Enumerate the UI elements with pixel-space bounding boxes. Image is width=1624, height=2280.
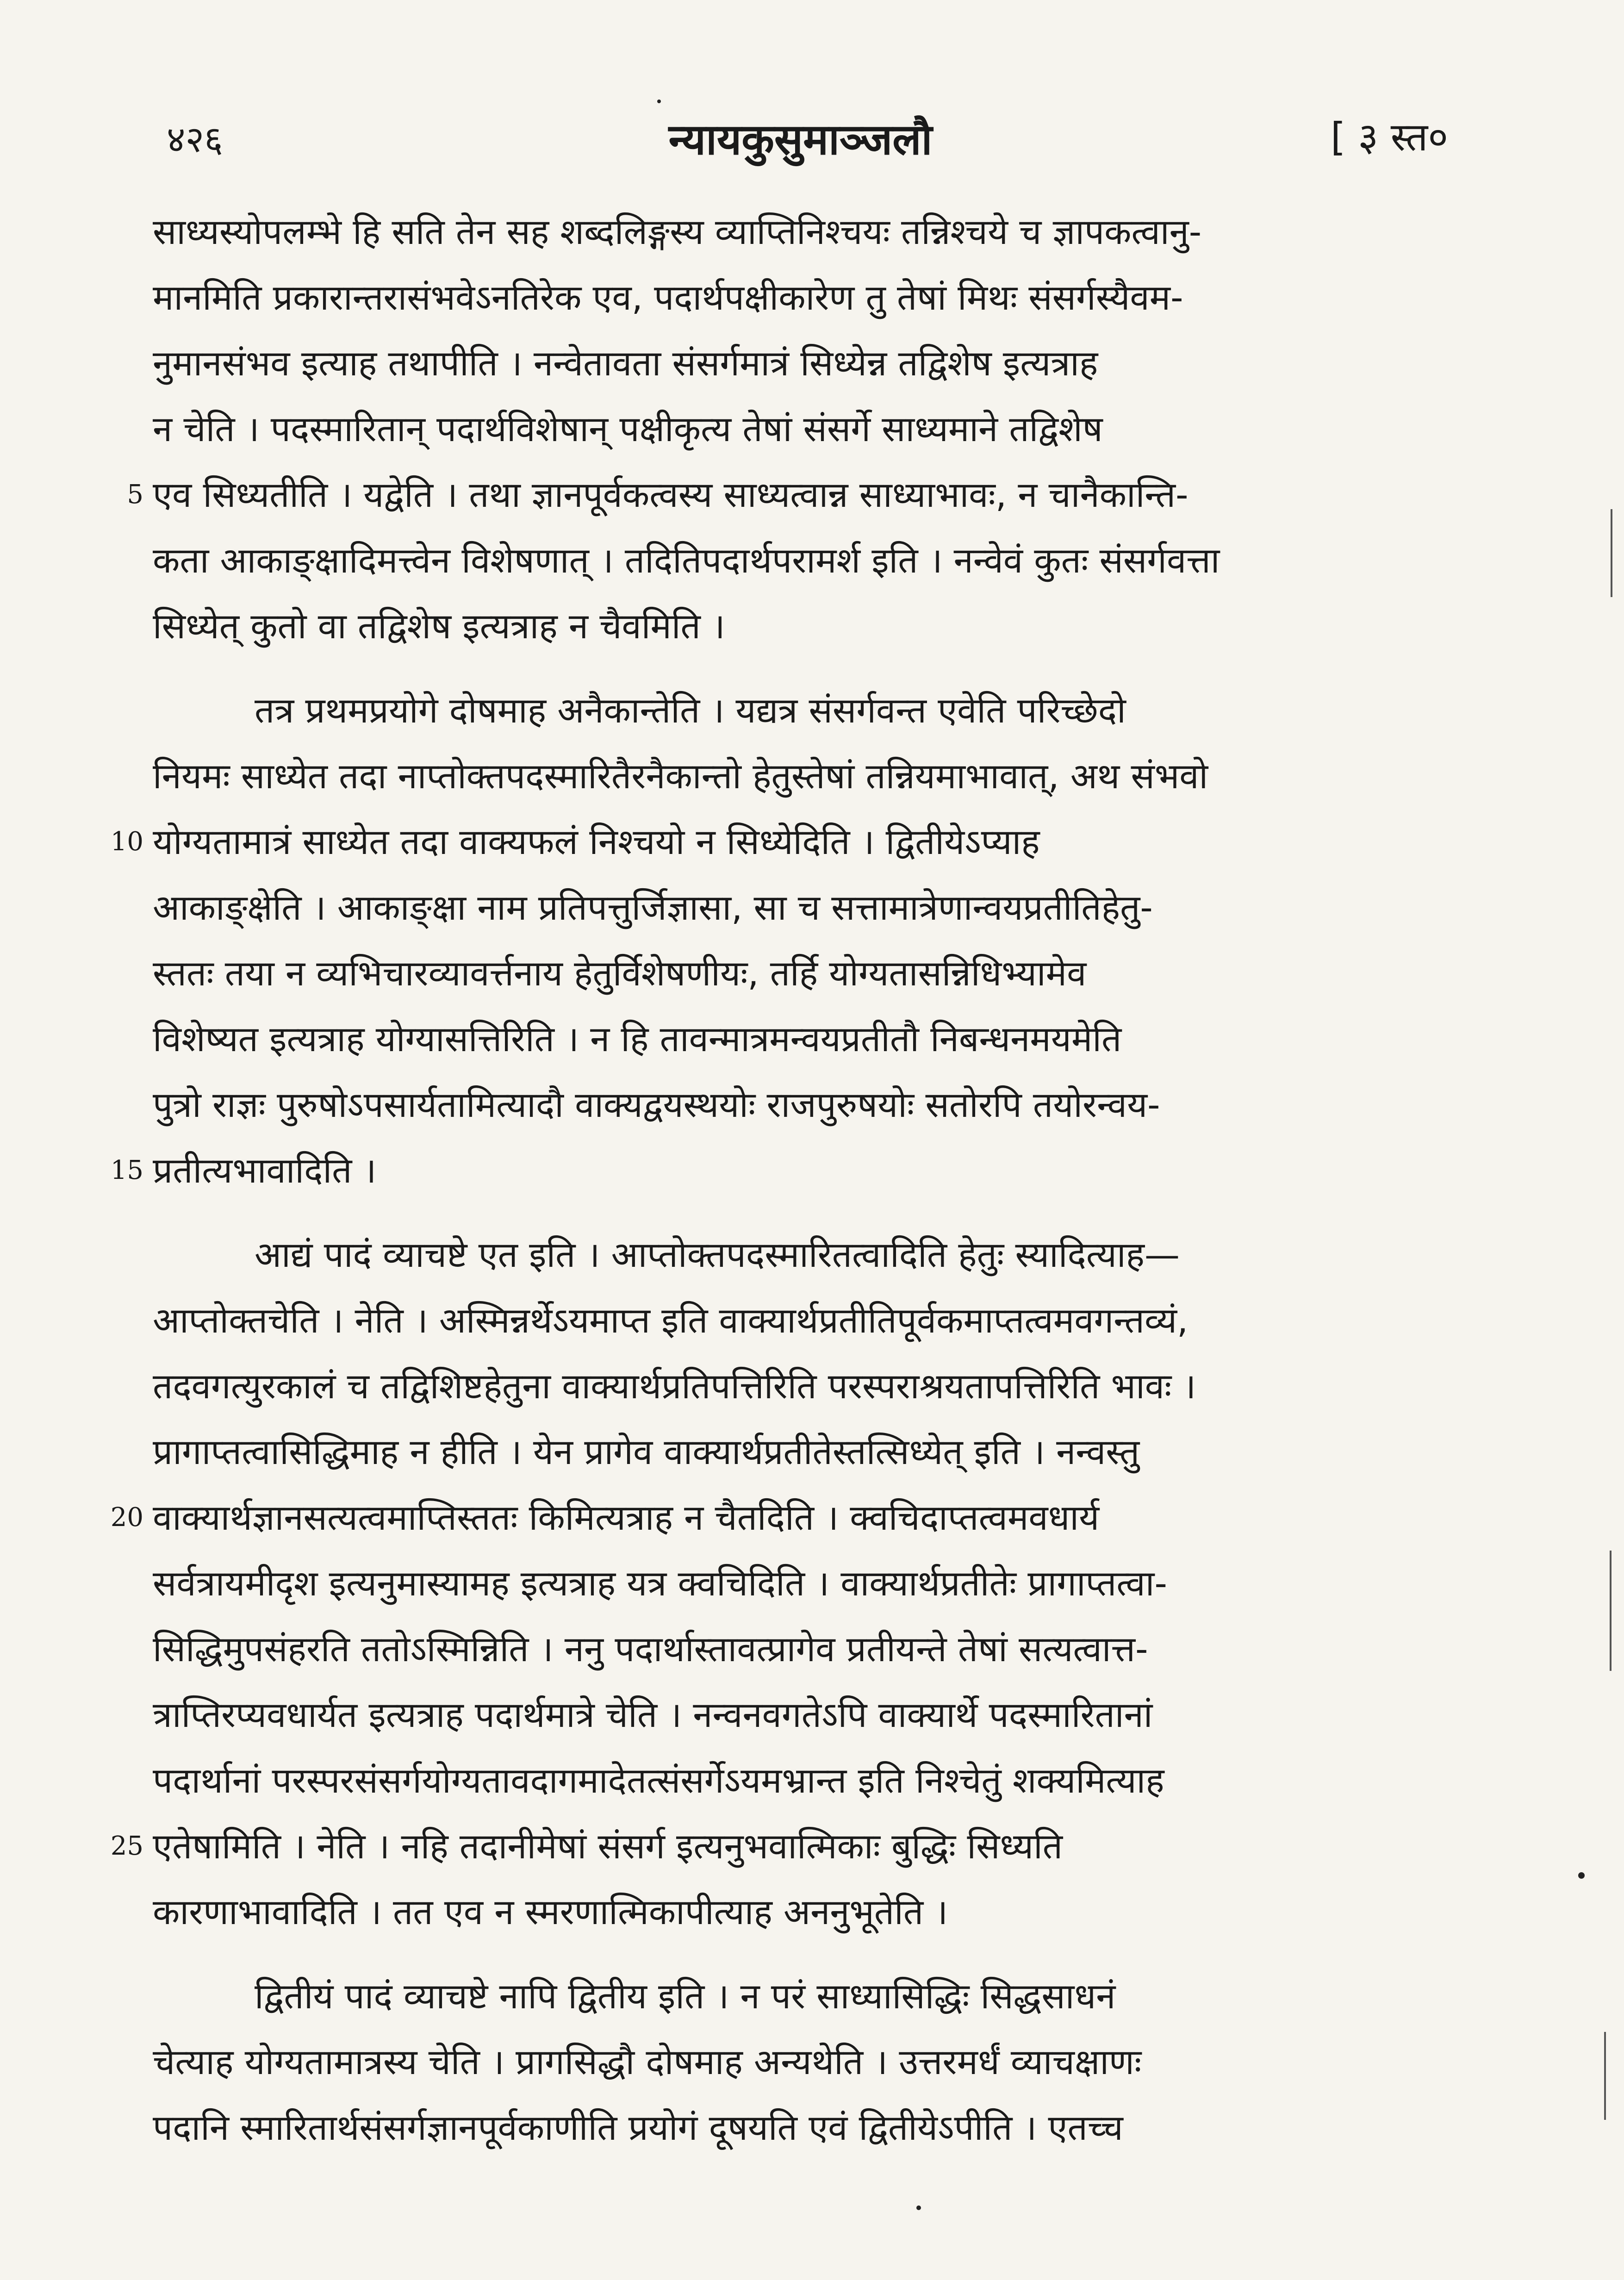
text-line — [153, 1616, 1449, 1682]
text-line — [153, 396, 1449, 462]
text-line — [110, 1485, 1449, 1551]
margin-mark — [1604, 2032, 1606, 2120]
text-line — [153, 941, 1449, 1006]
text-line — [153, 875, 1449, 941]
text-line — [153, 2029, 1449, 2095]
text-line — [153, 265, 1449, 330]
line-text: सर्वत्रायमीदृश इत्यनुमास्यामह इत्यत्राह यत्र क्वचिदिति । वाक्यार्थप्रतीतेः प्रागाप्तत्वा- — [153, 1563, 1167, 1604]
line-text: चेत्याह योग्यतामात्रस्य चेति । प्रागसिद्धौ दोषमाह अन्यथेति । उत्तरमर्धं व्याचक्षाणः — [153, 2041, 1142, 2082]
line-text: स्ततः तया न व्यभिचारव्यावर्त्तनाय हेतुर्विशेषणीयः, तर्हि योग्यतासन्निधिभ्यामेव — [153, 953, 1087, 994]
line-text: एतेषामिति । नेति । नहि तदानीमेषां संसर्ग इत्यनुभवात्मिकाः बुद्धिः सिध्यति — [153, 1825, 1063, 1867]
scan-speck — [657, 100, 661, 103]
margin-mark — [1611, 509, 1612, 597]
text-line — [153, 1072, 1449, 1138]
line-text: साध्यस्योपलम्भे हि सति तेन सह शब्दलिङ्गस्य व्याप्तिनिश्चयः तन्निश्चये च ज्ञापकत्वानु- — [153, 211, 1202, 252]
line-number: 10 — [110, 827, 143, 857]
text-line — [127, 462, 1449, 528]
text-line — [153, 1222, 1449, 1288]
line-text: पदानि स्मारितार्थसंसर्गज्ञानपूर्वकाणीति प्रयोगं दूषयति एवं द्वितीयेऽपीति । एतच्च — [153, 2107, 1123, 2148]
page-body — [110, 199, 1449, 2161]
paragraph — [127, 199, 1449, 659]
line-number: 5 — [127, 480, 143, 510]
text-line — [153, 1879, 1449, 1945]
line-number: 15 — [110, 1155, 143, 1185]
paragraph-gap — [153, 659, 1449, 678]
text-line — [153, 199, 1449, 265]
paragraph — [110, 1222, 1449, 1945]
paragraph — [153, 1963, 1449, 2161]
line-text: सिध्येत् कुतो वा तद्विशेष इत्यत्राह न चैवमिति । — [153, 605, 725, 647]
margin-mark — [1610, 1551, 1612, 1671]
paragraph-gap — [153, 1203, 1449, 1222]
text-line — [153, 1006, 1449, 1072]
scan-speck — [916, 2205, 921, 2210]
page-number: ४२६ — [167, 119, 223, 161]
line-text: योग्यतामात्रं साध्येत तदा वाक्यफलं निश्चयो न सिध्येदिति । द्वितीयेऽप्याह — [153, 821, 1040, 862]
line-text: मानमिति प्रकारान्तरासंभवेऽनतिरेक एव, पदार्थपक्षीकारेण तु तेषां मिथः संसर्गस्यैवम- — [153, 277, 1183, 318]
line-text: आद्यं पादं व्याचष्टे एत इति । आप्तोक्तपदस्मारितत्वादिति हेतुः स्यादित्याह— — [255, 1234, 1180, 1275]
text-line — [110, 1138, 1449, 1203]
text-line — [153, 1748, 1449, 1813]
text-line — [153, 330, 1449, 396]
line-text: आप्तोक्तचेति । नेति । अस्मिन्नर्थेऽयमाप्त इति वाक्यार्थप्रतीतिपूर्वकमाप्तत्वमवगन्तव्यं, — [153, 1300, 1188, 1341]
line-text: द्वितीयं पादं व्याचष्टे नापि द्वितीय इति । न परं साध्यासिद्धिः सिद्धसाधनं — [255, 1975, 1116, 2017]
line-text: पुत्रो राज्ञः पुरुषोऽपसार्यतामित्यादौ वाक्यद्वयस्थयोः राजपुरुषयोः सतोरपि तयोरन्वय- — [153, 1084, 1160, 1125]
line-text: प्रागाप्तत्वासिद्धिमाह न हीति । येन प्रागेव वाक्यार्थप्रतीतेस्तत्सिध्येत् इति । नन्वस्तु — [153, 1431, 1140, 1472]
text-line — [153, 743, 1449, 809]
line-text: वाक्यार्थज्ञानसत्यत्वमाप्तिस्ततः किमित्यत्राह न चैतदिति । क्वचिदाप्तत्वमवधार्य — [153, 1497, 1100, 1538]
text-line — [153, 1419, 1449, 1485]
text-line — [153, 2095, 1449, 2161]
line-text: त्राप्तिरप्यवधार्यत इत्यत्राह पदार्थमात्रे चेति । नन्वनवगतेऽपि वाक्यार्थे पदस्मारितानां — [153, 1694, 1153, 1735]
section-marker: [ ३ स्त० — [1330, 114, 1448, 160]
text-line — [153, 1682, 1449, 1748]
text-line — [110, 809, 1449, 875]
line-text: सिद्धिमुपसंहरति ततोऽस्मिन्निति । ननु पदार्थास्तावत्प्रागेव प्रतीयन्ते तेषां सत्यत्वात्त- — [153, 1628, 1148, 1670]
paragraph-gap — [153, 1945, 1449, 1963]
line-text: कता आकाङ्क्षादिमत्त्वेन विशेषणात् । तदितिपदार्थपरामर्श इति । नन्वेवं कुतः संसर्गवत्ता — [153, 540, 1220, 581]
page-header — [153, 109, 1448, 169]
line-text: कारणाभावादिति । तत एव न स्मरणात्मिकापीत्याह अननुभूतेति । — [153, 1891, 948, 1932]
line-text: तत्र प्रथमप्रयोगे दोषमाह अनैकान्तेति । यद्यत्र संसर्गवन्त एवेति परिच्छेदो — [255, 690, 1126, 731]
scan-speck — [1578, 1872, 1585, 1879]
line-number: 25 — [110, 1831, 143, 1861]
line-text: विशेष्यत इत्यत्राह योग्यासत्तिरिति । न हि तावन्मात्रमन्वयप्रतीतौ निबन्धनमयमेति — [153, 1018, 1122, 1059]
text-line — [153, 1353, 1449, 1419]
line-text: एव सिध्यतीति । यद्वेति । तथा ज्ञानपूर्वकत्वस्य साध्यत्वान्न साध्याभावः, न चानैकान्ति- — [153, 474, 1188, 515]
text-line — [153, 1288, 1449, 1353]
line-text: तदवगत्युरकालं च तद्विशिष्टहेतुना वाक्यार्थप्रतिपत्तिरिति परस्पराश्रयतापत्तिरिति भावः । — [153, 1365, 1196, 1407]
line-text: प्रतीत्यभावादिति । — [153, 1150, 377, 1191]
text-line — [153, 528, 1449, 593]
line-text: न चेति । पदस्मारितान् पदार्थविशेषान् पक्षीकृत्य तेषां संसर्गे साध्यमाने तद्विशेष — [153, 408, 1103, 449]
text-line — [153, 1551, 1449, 1616]
paragraph — [110, 678, 1449, 1203]
line-text: आकाङ्क्षेति । आकाङ्क्षा नाम प्रतिपत्तुर्जिज्ञासा, सा च सत्तामात्रेणान्वयप्रतीतिहेतु- — [153, 887, 1153, 928]
running-title: न्यायकुसुमाञ्जलौ — [668, 115, 933, 164]
line-text: नुमानसंभव इत्याह तथापीति । नन्वेतावता संसर्गमात्रं सिध्येन्न तद्विशेष इत्यत्राह — [153, 343, 1098, 384]
text-line — [153, 678, 1449, 743]
line-text: पदार्थानां परस्परसंसर्गयोग्यतावदागमादेतत्संसर्गेऽयमभ्रान्त इति निश्चेतुं शक्यमित्याह — [153, 1760, 1164, 1801]
text-line — [153, 1963, 1449, 2029]
line-number: 20 — [110, 1502, 143, 1532]
text-line — [153, 593, 1449, 659]
line-text: नियमः साध्येत तदा नाप्तोक्तपदस्मारितैरनैकान्तो हेतुस्तेषां तन्नियमाभावात्, अथ संभवो — [153, 755, 1208, 797]
text-line — [110, 1813, 1449, 1879]
